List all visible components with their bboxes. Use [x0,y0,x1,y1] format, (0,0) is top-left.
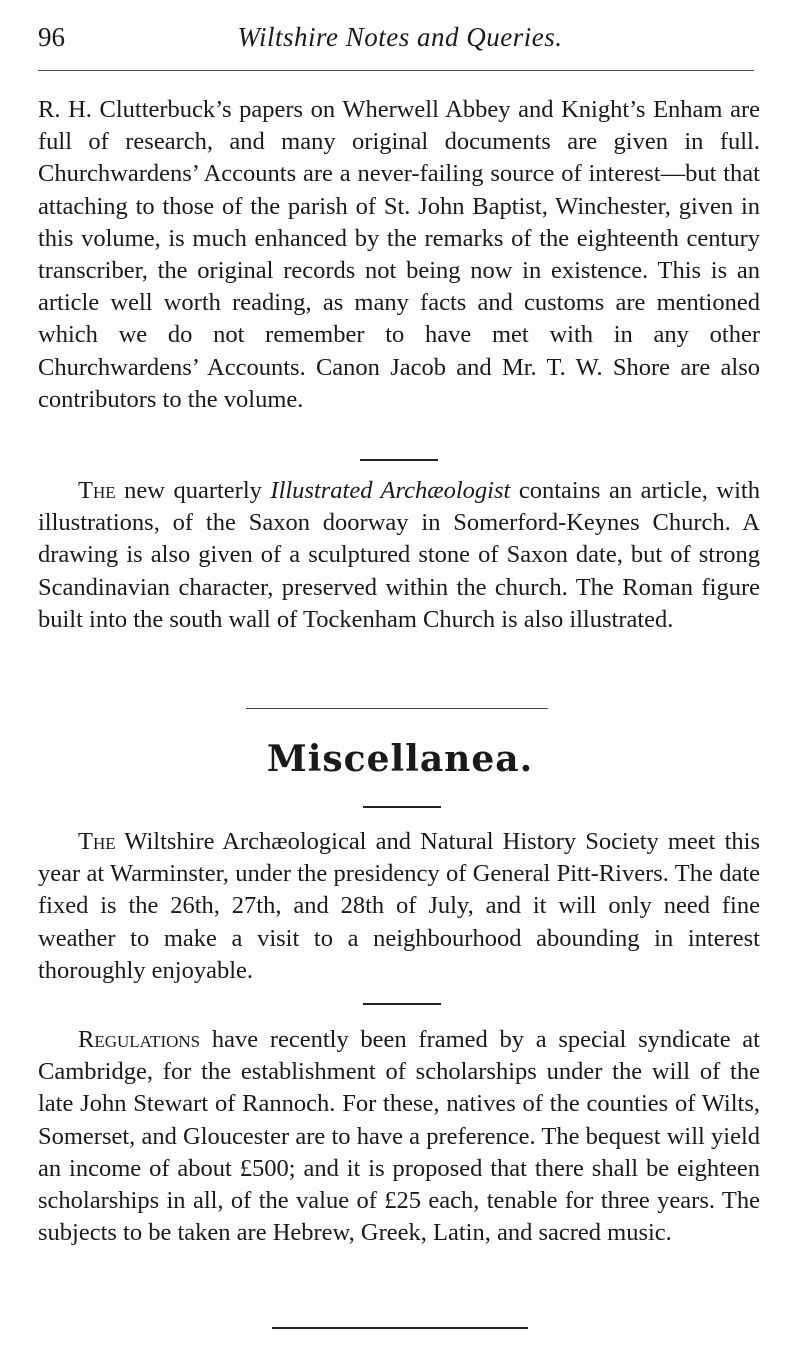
paragraph-regulations: Regulations have recently been framed by a special syndicate at Cambridge, for the establishment of scholarships under the will of the late John Stewart of Rannoch. For these, natives of the counties of Wilts, Somerset, and Gloucester are to have a preference. The bequest will yield an income of about £500; and it is proposed that there shall be eighteen scholarships in all, of the value of £25 each, tenable for three years. The subjects to be taken are Hebrew, Greek, Latin, and sacred music. [38,1026,760,1247]
paragraph-separator-rule [360,459,438,461]
lead-small-caps: The [78,477,116,504]
end-rule [272,1327,528,1329]
running-head [38,22,762,62]
paragraph-clutterbuck: R. H. Clutterbuck’s papers on Wherwell Abbey and Knight’s Enham are full of research, and many original documents are given in full. Churchwardens’ Accounts are a never-failing source of interest—but that attaching to those of the parish of St. John Baptist, Winchester, given in this volume, is much enhanced by the remarks of the eighteenth century transcriber, the original records not being now in existence. This is an article well worth reading, as many facts and customs are mentioned which we do not remember to have met with in any other Churchwardens’ Accounts. Canon Jacob and Mr. T. W. Shore are also contributors to the volume. [38,96,760,413]
journal-title: Wiltshire Notes and Queries. [237,22,563,52]
title-underline-rule [363,806,441,808]
section-divider-rule [246,708,548,709]
header-rule [38,70,754,71]
page-number: 96 [38,22,65,52]
paragraph-separator-rule [363,1003,441,1005]
paragraph-wiltshire-society: The Wiltshire Archæological and Natural History Society meet this year at Warminster, under the presidency of General Pitt-Rivers. The date fixed is the 26th, 27th, and 28th of July, and it will only need fine weather to make a visit to a neighbourhood abounding in interest thoroughly enjoyable. [38,828,760,984]
publication-title: Illustrated Archæologist [270,477,511,504]
paragraph-illustrated-archaeologist: The new quarterly Illustrated Archæologist contains an article, with illustrations, of the Saxon doorway in Somerford-Keynes Church. A drawing is also given of a sculptured stone of Saxon date, but of strong Scandinavian character, preserved within the church. The Roman figure built into the south wall of Tockenham Church is also illustrated. [38,477,760,633]
lead-small-caps: Regulations [78,1026,201,1053]
section-title: Miscellanea. [266,738,534,780]
lead-small-caps: The [78,828,116,855]
